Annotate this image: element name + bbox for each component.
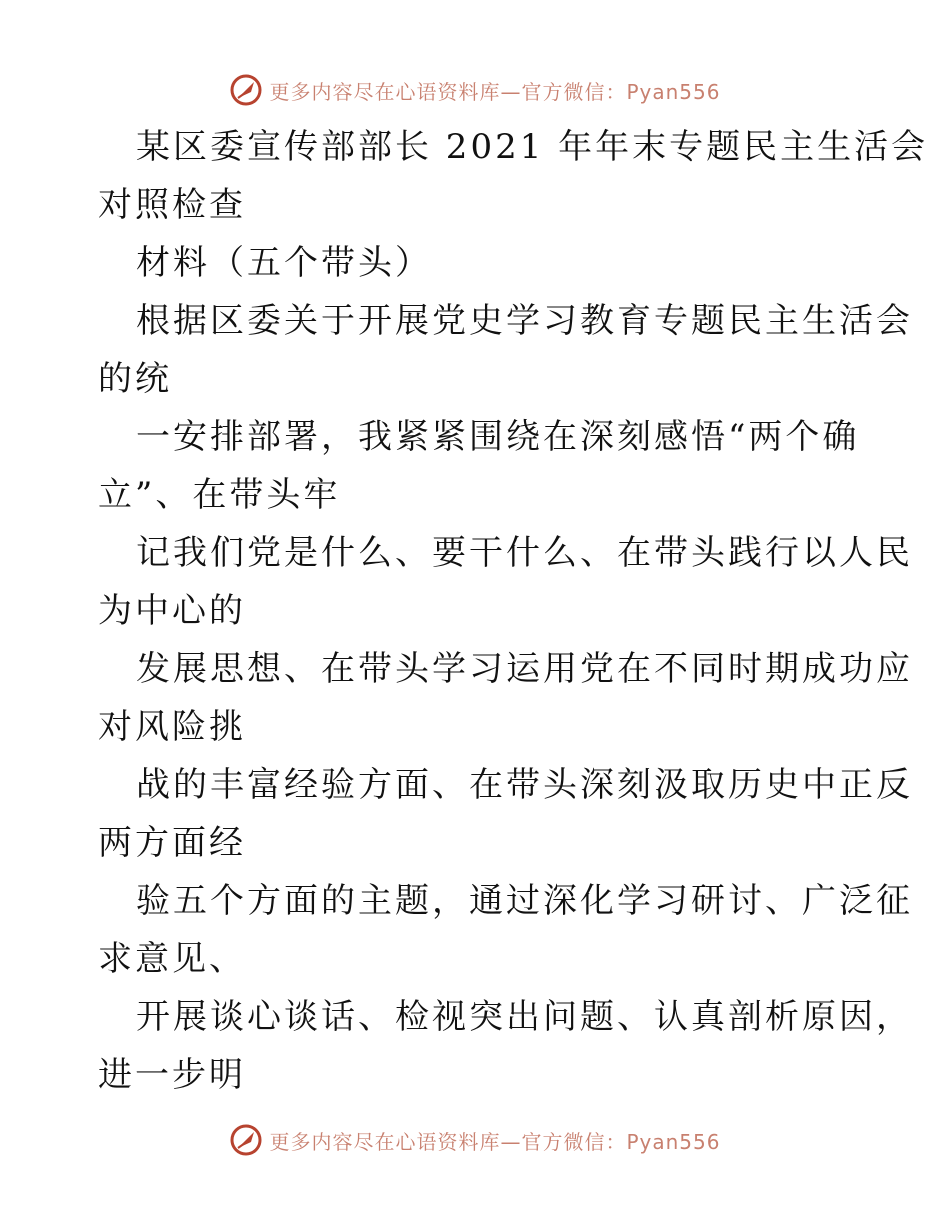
title-line-3: 材料（五个带头） — [136, 243, 432, 283]
watermark-text: 更多内容尽在心语资料库—官方微信：Pyan556 — [269, 79, 721, 104]
title-line-1: 某区委宣传部部长 2021 年年末专题民主生活会 — [136, 127, 929, 167]
title-line-2: 对照检查 — [98, 185, 246, 225]
paragraph-line: 记我们党是什么、要干什么、在带头践行以人民 — [136, 533, 913, 573]
quill-logo-icon — [229, 73, 263, 107]
paragraph-line: 验五个方面的主题，通过深化学习研讨、广泛征 — [136, 881, 913, 921]
paragraph-line: 两方面经 — [98, 823, 246, 863]
watermark-text: 更多内容尽在心语资料库—官方微信：Pyan556 — [269, 1129, 721, 1154]
document-body — [98, 118, 929, 1104]
footer-watermark — [0, 1120, 950, 1160]
paragraph-line: 求意见、 — [98, 939, 246, 979]
paragraph-line: 立”、在带头牢 — [98, 475, 341, 515]
paragraph-line: 发展思想、在带头学习运用党在不同时期成功应 — [136, 649, 913, 689]
paragraph-line: 根据区委关于开展党史学习教育专题民主生活会 — [136, 301, 913, 341]
paragraph-line: 对风险挑 — [98, 707, 246, 747]
paragraph-line: 一安排部署，我紧紧围绕在深刻感悟“两个确 — [136, 417, 860, 457]
paragraph-line: 开展谈心谈话、检视突出问题、认真剖析原因， — [136, 997, 913, 1037]
paragraph-line: 战的丰富经验方面、在带头深刻汲取历史中正反 — [136, 765, 913, 805]
header-watermark — [0, 70, 950, 110]
paragraph-line: 的统 — [98, 359, 172, 399]
paragraph-line: 进一步明 — [98, 1055, 246, 1095]
quill-logo-icon — [229, 1123, 263, 1157]
paragraph-line: 为中心的 — [98, 591, 246, 631]
